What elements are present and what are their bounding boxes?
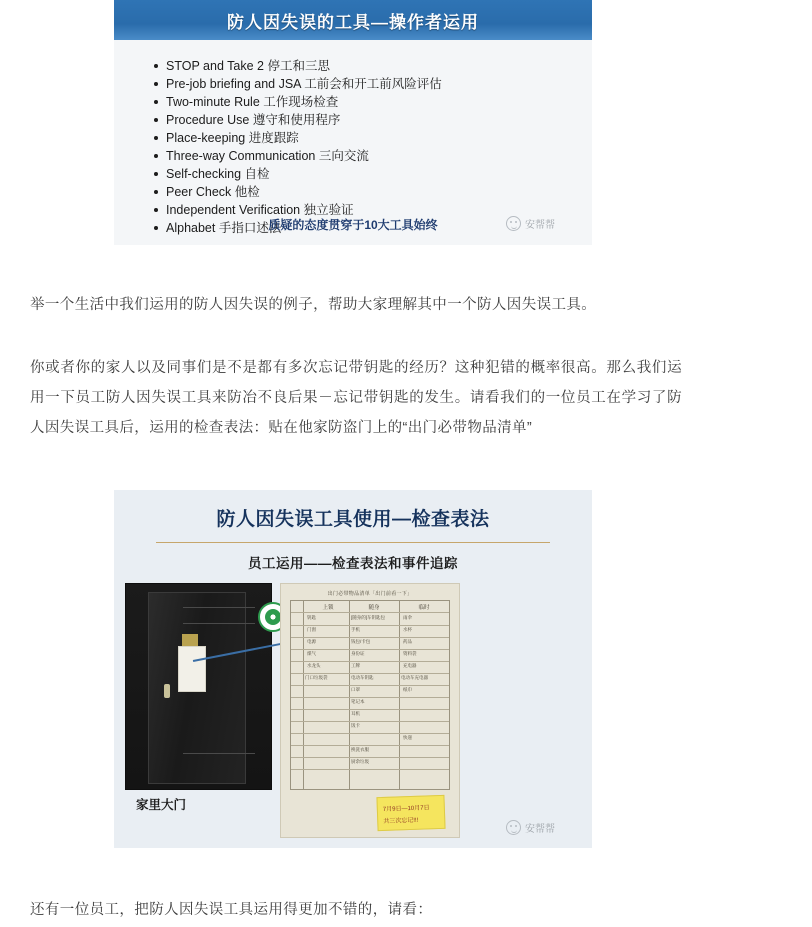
- watermark-label: 安帮帮: [525, 220, 555, 231]
- table-gridline: [291, 649, 449, 650]
- sticky-note: [376, 795, 445, 831]
- table-gridline: [291, 612, 449, 613]
- photo-front-door: [125, 583, 272, 790]
- table-gridline: [291, 673, 449, 674]
- paragraph-closing: 还有一位员工，把防人因失误工具运用得更加不错的，请看：: [30, 901, 433, 918]
- door-handle: [164, 684, 170, 698]
- watermark-badge: [506, 216, 555, 231]
- table-cell: 充电器: [403, 663, 417, 668]
- list-item: Three-way Communication 三向交流: [166, 148, 592, 165]
- slide1-body: [114, 40, 592, 245]
- table-cell: 电动车充电器: [401, 675, 428, 680]
- table-gridline: [291, 733, 449, 734]
- column-header: 随身: [368, 605, 380, 611]
- table-cell: 手机: [351, 627, 360, 632]
- list-item: Self-checking 自检: [166, 166, 592, 183]
- table-gridline: [399, 601, 400, 789]
- table-cell: 口罩: [351, 687, 360, 692]
- list-item: Two-minute Rule 工作现场检查: [166, 94, 592, 111]
- table-cell: 钥匙: [307, 615, 316, 620]
- slide1-bullet-list: [114, 40, 592, 237]
- table-gridline: [291, 757, 449, 758]
- table-cell: 药品: [403, 639, 412, 644]
- table-cell: 钱包/卡包: [351, 639, 371, 644]
- door-detail-line: [183, 623, 255, 624]
- photo-checklist: [280, 583, 460, 838]
- door-photo-caption: 家里大门: [136, 798, 187, 812]
- checklist-table: [290, 600, 450, 790]
- list-item: Procedure Use 遵守和使用程序: [166, 112, 592, 129]
- table-cell: 笔记本: [351, 699, 365, 704]
- table-gridline: [291, 769, 449, 770]
- table-cell: 煤气: [307, 651, 316, 656]
- table-cell: 门窗: [307, 627, 316, 632]
- list-item: Alphabet 手指口述法: [166, 220, 592, 237]
- table-gridline: [291, 709, 449, 710]
- table-cell: 工牌: [351, 663, 360, 668]
- table-cell: 资料袋: [403, 651, 417, 656]
- table-gridline: [291, 625, 449, 626]
- table-cell: 厨余垃圾: [351, 759, 369, 764]
- paragraph-intro: 举一个生活中我们运用的防人因失误的例子，帮助大家理解其中一个防人因失误工具。: [30, 296, 597, 313]
- checklist-caption: 出门必带物品清单「出门前看一下」: [327, 591, 413, 597]
- paragraph-example: 你或者你的家人以及同事们是不是都有多次忘记带钥匙的经历？这种犯错的概率很高。那么我们运用一下员工防人因失误工具来防冶不良后果－忘记带钥匙的发生。请看我们的一位员工在学习了防人因失误工具后，运用的检查表法：贴在他家防盗门上的“出门必带物品清单”: [30, 359, 682, 436]
- wechat-account-icon: [506, 820, 521, 835]
- wechat-account-icon: [506, 216, 521, 231]
- table-gridline: [291, 721, 449, 722]
- door-detail-line: [183, 753, 255, 754]
- list-item: Peer Check 他检: [166, 184, 592, 201]
- slide-image-checklist-method: [114, 490, 592, 848]
- table-gridline: [291, 685, 449, 686]
- slide-image-human-error-tools: [114, 0, 592, 245]
- table-cell: 水杯: [403, 627, 412, 632]
- table-gridline: [291, 745, 449, 746]
- table-gridline: [291, 637, 449, 638]
- table-gridline: [349, 601, 350, 789]
- list-item: STOP and Take 2 停工和三思: [166, 58, 592, 75]
- slide2-divider: [156, 542, 550, 543]
- table-cell: 纸巾: [403, 687, 412, 692]
- table-gridline: [291, 661, 449, 662]
- table-cell: 换洗衣服: [351, 747, 369, 752]
- sticky-note-line-1: 7月9日—10月7日: [382, 805, 430, 813]
- slide2-title: 防人因失误工具使用—检查表法: [216, 509, 490, 530]
- column-header: 临时: [418, 605, 430, 611]
- slide1-header: [114, 0, 592, 40]
- list-item: Place-keeping 进度跟踪: [166, 130, 592, 147]
- column-header: 上锁: [322, 605, 334, 611]
- table-cell: 耳机: [351, 711, 360, 716]
- table-cell: 水龙头: [307, 663, 321, 668]
- table-cell: 门口垃圾袋: [305, 675, 328, 680]
- table-cell: 电动车钥匙: [351, 675, 374, 680]
- table-cell: 电源: [307, 639, 316, 644]
- door-tag-clip: [182, 634, 198, 646]
- logo-inner-mark: [265, 609, 281, 625]
- door-detail-line: [183, 607, 255, 608]
- table-cell: 饭卡: [351, 723, 360, 728]
- slide1-footnote: 质疑的态度贯穿于10大工具始终: [268, 218, 438, 232]
- table-gridline: [303, 601, 304, 789]
- list-item: Pre-job briefing and JSA 工前会和开工前风险评估: [166, 76, 592, 93]
- table-cell: 雨伞: [403, 615, 412, 620]
- slide1-title: 防人因失误的工具—操作者运用: [227, 12, 479, 32]
- door-checklist-sheet: [178, 646, 206, 692]
- table-cell: [随身的]车钥匙包: [351, 615, 385, 620]
- table-cell: 快递: [403, 735, 412, 740]
- table-cell: 身份证: [351, 651, 365, 656]
- watermark-label: 安帮帮: [525, 824, 555, 835]
- table-gridline: [291, 697, 449, 698]
- slide2-subtitle: 员工运用——检查表法和事件追踪: [248, 556, 458, 571]
- sticky-note-line-2: 共三次忘记!!!: [383, 817, 419, 825]
- list-item: Independent Verification 独立验证: [166, 202, 592, 219]
- watermark-badge: [506, 820, 555, 835]
